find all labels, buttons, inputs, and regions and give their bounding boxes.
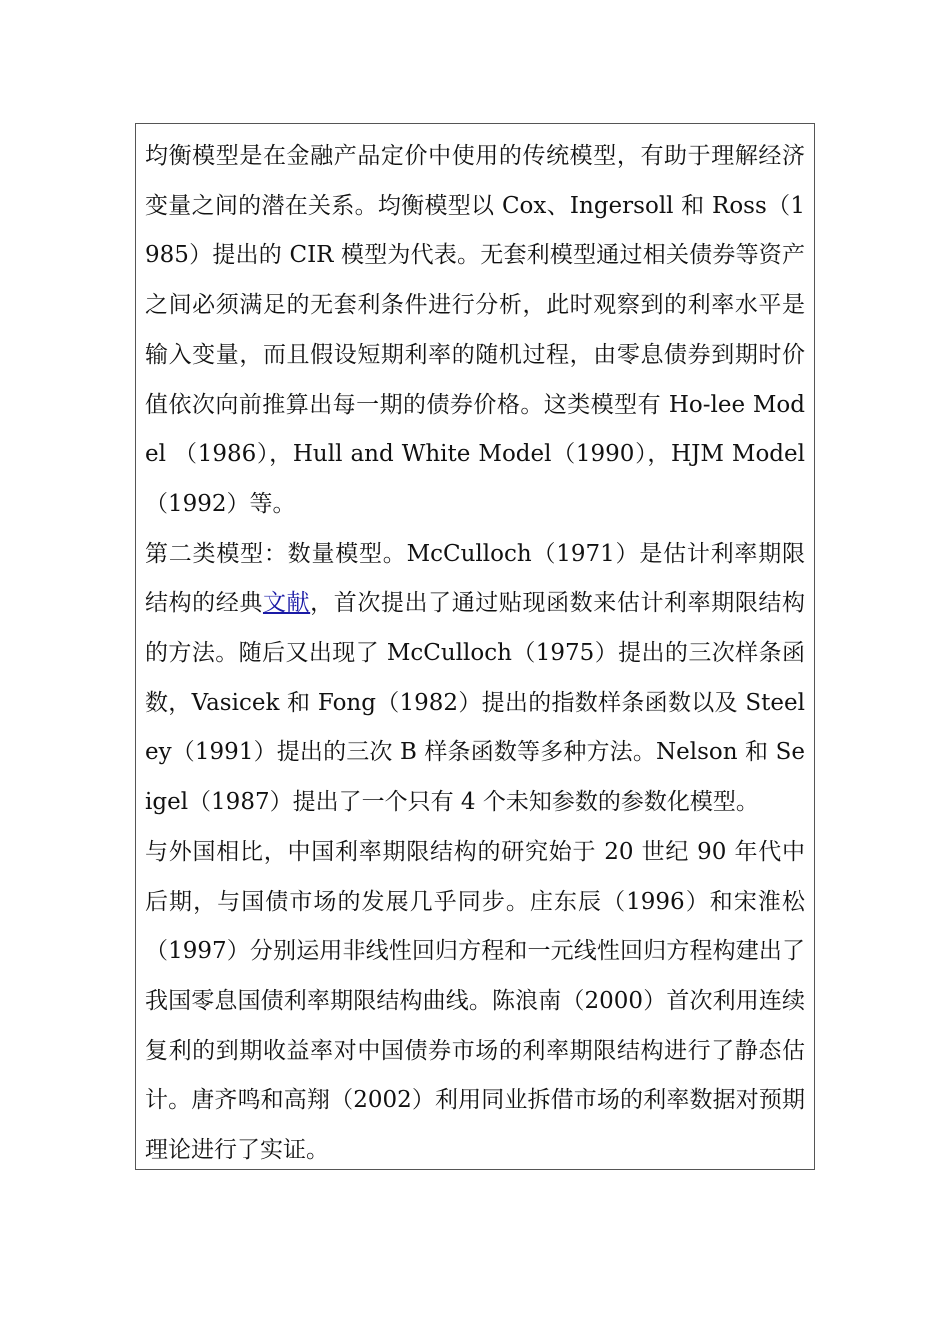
paragraph-text-after-link: ，首次提出了通过贴现函数来估计利率期限结构的方法。随后又出现了 McCulloch（1975）提出的三次样条函数，Vasicek 和 Fong（1982）提出的指数样条函数以及 Steeley（1991）提出的三次 B 样条函数等多种方法。Nelson 和 Seigel（1987）提出了一个只有 4 个未知参数的参数化模型。 — [145, 590, 806, 816]
text-box — [135, 123, 815, 1170]
paragraph-text-before-link: 第二类模型：数量模型。McCulloch（1971）是估计利率期限结构的经典 — [145, 540, 805, 617]
paragraph-china-research: 与外国相比，中国利率期限结构的研究始于 20 世纪 90 年代中后期，与国债市场的发展几乎同步。庄东辰（1996）和宋淮松（1997）分别运用非线性回归方程和一元线性回归方程构建出了我国零息国债利率期限结构曲线。陈浪南（2000）首次利用连续复利的到期收益率对中国债券市场的利率期限结构进行了静态估计。唐齐鸣和高翔（2002）利用同业拆借市场的利率数据对预期理论进行了实证。 — [145, 838, 805, 1164]
paragraph-equilibrium-models: 均衡模型是在金融产品定价中使用的传统模型，有助于理解经济变量之间的潜在关系。均衡模型以 Cox、Ingersoll 和 Ross（1985）提出的 CIR 模型为代表。无套利模型通过相关债券等资产之间必须满足的无套利条件进行分析，此时观察到的利率水平是输入变量，而且假设短期利率的随机过程，由零息债券到期时价值依次向前推算出每一期的债券价格。这类模型有 Ho-lee Model （1986），Hull and White Model（1990），HJM Model（1992）等。 — [145, 143, 805, 517]
literature-link[interactable]: 文献 — [262, 590, 311, 617]
paragraph-quantitative-models — [145, 530, 805, 828]
